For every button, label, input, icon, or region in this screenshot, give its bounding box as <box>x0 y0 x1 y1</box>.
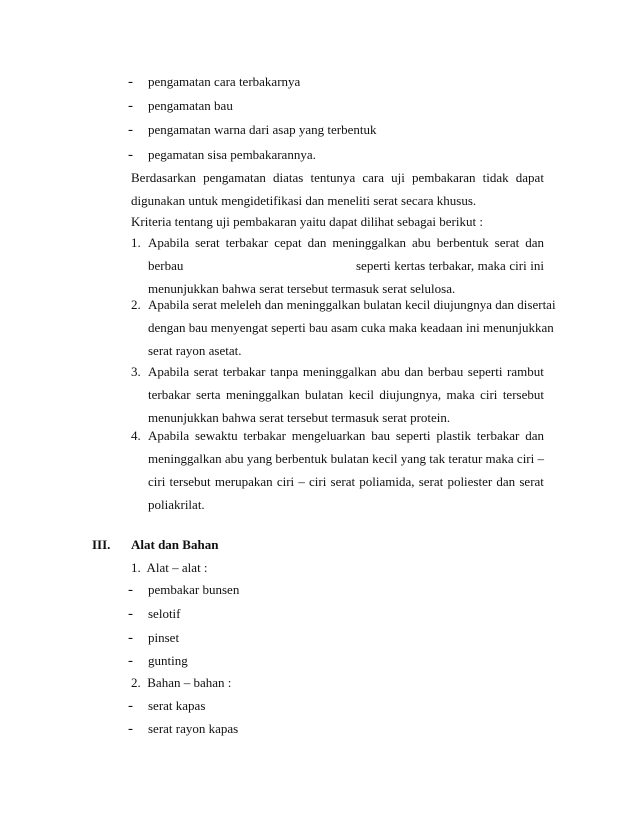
criterion-line: serat rayon asetat. <box>148 343 242 358</box>
list-item: serat rayon kapas <box>148 721 239 736</box>
criterion-line <box>148 235 544 251</box>
word: ciri <box>148 474 166 489</box>
list-item: serat kapas <box>148 698 206 713</box>
word: dan <box>525 428 544 443</box>
word: terbakar, <box>428 258 475 273</box>
word: uji <box>391 170 405 185</box>
list-number: 4. <box>131 428 141 443</box>
dash-marker: - <box>128 630 133 646</box>
word: tersebut <box>169 474 211 489</box>
word: tanpa <box>270 364 299 379</box>
criterion-line <box>148 387 544 403</box>
word: seperti <box>395 428 431 443</box>
word: rambut <box>507 364 544 379</box>
criterion-line <box>148 364 544 380</box>
word: diatas <box>273 170 304 185</box>
dash-marker: - <box>128 653 133 669</box>
list-item: pengamatan bau <box>148 98 233 113</box>
word: serat <box>519 474 544 489</box>
list-item: pinset <box>148 630 180 645</box>
dash-marker: - <box>128 698 133 714</box>
list-item: pembakar bunsen <box>148 582 240 597</box>
criterion-line: menunjukkan bahwa serat tersebut termasuk serat selulosa. <box>148 281 456 296</box>
word: maka <box>446 387 475 402</box>
word: serat <box>193 364 219 379</box>
dash-marker: - <box>128 98 133 114</box>
section-number: III. <box>92 537 111 552</box>
section-title: Alat dan Bahan <box>131 537 219 552</box>
word: ciri <box>509 258 527 273</box>
list-item: pengamatan warna dari asap yang terbentuk <box>148 122 377 137</box>
dash-marker: - <box>128 582 133 598</box>
list-item: pegamatan sisa pembakarannya. <box>148 147 316 162</box>
word: terbakar <box>225 235 269 250</box>
word: serta <box>196 387 221 402</box>
tools-label: 1. Alat – alat : <box>131 560 208 575</box>
word: Apabila <box>148 428 190 443</box>
dash-marker: - <box>128 721 133 737</box>
dash-marker: - <box>128 606 133 622</box>
word: dan <box>525 235 544 250</box>
word: maka <box>477 258 506 273</box>
list-item: gunting <box>148 653 188 668</box>
word: tersebut <box>502 387 544 402</box>
word: ciri <box>480 387 498 402</box>
word: meninggalkan <box>302 364 377 379</box>
dash-marker: - <box>128 122 133 138</box>
word: Apabila <box>148 235 190 250</box>
criterion-line: dengan bau menyengat seperti bau asam cuka maka keadaan ini menunjukkan <box>148 320 554 335</box>
word: serat <box>494 235 520 250</box>
paragraph-line: digunakan untuk mengidetifikasi dan meneliti serat secara khusus. <box>131 193 477 208</box>
word: kecil <box>348 387 374 402</box>
criterion-line: berbau <box>148 258 184 273</box>
word: serat <box>418 474 444 489</box>
word: plastik <box>436 428 471 443</box>
list-item: pengamatan cara terbakarnya <box>148 74 301 89</box>
word: ciri <box>276 474 295 489</box>
word: Apabila <box>148 364 190 379</box>
word: pengamatan <box>203 170 266 185</box>
criterion-line <box>148 428 544 444</box>
word: bau <box>371 428 391 443</box>
word: bulatan <box>305 387 344 402</box>
criterion-line: Apabila serat meleleh dan meninggalkan bulatan kecil diujungnya dan disertai <box>148 297 556 312</box>
word: terbakar <box>243 428 286 443</box>
materials-label: 2. Bahan – bahan : <box>131 675 232 690</box>
word: kertas <box>394 258 426 273</box>
word: diujungnya, <box>379 387 442 402</box>
word: berbentuk <box>436 235 489 250</box>
word: poliester <box>447 474 493 489</box>
word: dan <box>496 474 516 489</box>
word: pembakaran <box>412 170 476 185</box>
criterion-line: poliakrilat. <box>148 497 205 512</box>
word: dan <box>404 364 424 379</box>
list-number: 1. <box>131 235 141 250</box>
word: Berdasarkan <box>131 170 196 185</box>
word: cepat <box>274 235 302 250</box>
dash-marker: - <box>128 147 133 163</box>
list-number: 2. <box>131 297 141 312</box>
criterion-line <box>148 474 544 490</box>
word: ciri <box>309 474 327 489</box>
dash-marker: - <box>128 74 133 90</box>
list-number: 3. <box>131 364 141 379</box>
word: terbakar <box>476 428 520 443</box>
word: ini <box>530 258 544 273</box>
word: meninggalkan <box>332 235 406 250</box>
criterion-line: meninggalkan abu yang berbentuk bulatan kecil yang tak teratur maka ciri – <box>148 451 544 466</box>
criterion-line <box>356 258 544 274</box>
paragraph-line <box>131 170 544 186</box>
word: mengeluarkan <box>291 428 366 443</box>
word: serat <box>195 235 220 250</box>
word: merupakan <box>214 474 273 489</box>
word: terbakar <box>222 364 266 379</box>
word: cara <box>362 170 385 185</box>
word: – <box>298 474 305 489</box>
word: abu <box>411 235 431 250</box>
word: meninggalkan <box>225 387 300 402</box>
word: dapat <box>515 170 544 185</box>
word: abu <box>381 364 400 379</box>
word: terbakar <box>148 387 191 402</box>
criteria-intro: Kriteria tentang uji pembakaran yaitu dapat dilihat sebagai berikut : <box>131 214 483 229</box>
word: serat <box>330 474 356 489</box>
word: seperti <box>356 258 391 273</box>
word: seperti <box>467 364 503 379</box>
word: sewaktu <box>194 428 238 443</box>
list-item: selotif <box>148 606 181 621</box>
word: berbau <box>427 364 464 379</box>
word: tidak <box>482 170 509 185</box>
word: dan <box>307 235 327 250</box>
criterion-line: menunjukkan bahwa serat tersebut termasuk serat protein. <box>148 410 451 425</box>
word: tentunya <box>310 170 356 185</box>
word: poliamida, <box>359 474 415 489</box>
